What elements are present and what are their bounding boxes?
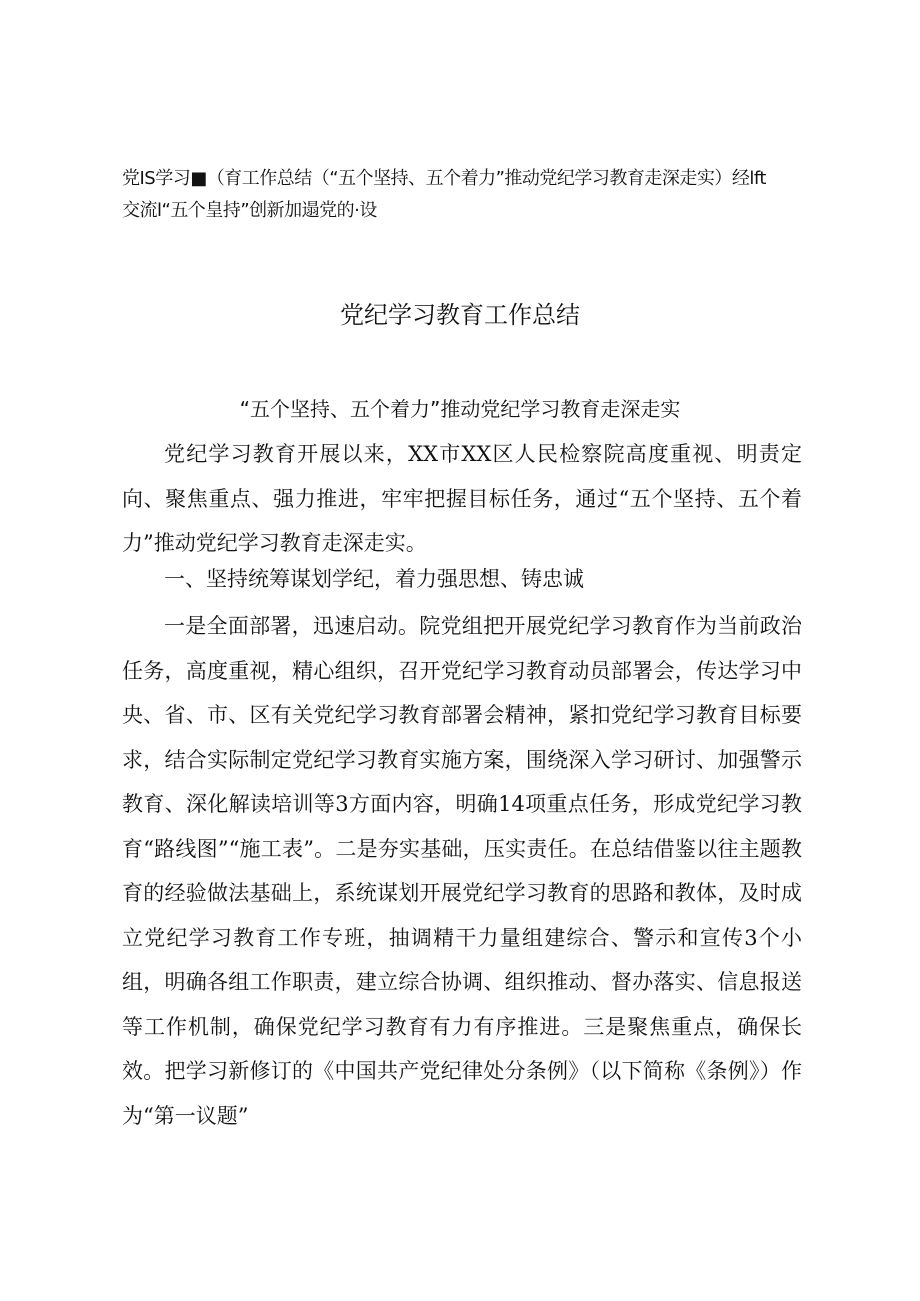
- header-line-1: 党IS学习■（育工作总结（“五个坚持、五个着力”推动党纪学习教育走深走实）经lft: [122, 168, 766, 189]
- section-1-body: [122, 604, 802, 1138]
- document-subtitle: “五个坚持、五个着力”推动党纪学习教育走深走实: [239, 397, 681, 421]
- header-line-2: 交流l“五个皇持”创新加遢党的·设: [122, 200, 377, 221]
- intro-paragraph: 党纪学习教育开展以来，XX市XX区人民检察院高度重视、明责定向、聚焦重点、强力推进，牢牢把握目标任务，通过“五个坚持、五个着力”推动党纪学习教育走深走实。: [122, 442, 802, 555]
- section-heading-1: 一、坚持统筹谋划学纪，着力强思想、铸忠诚: [164, 567, 584, 591]
- document-title: 党纪学习教育工作总结: [340, 301, 580, 329]
- section-1-paragraph: 一是全面部署，迅速启动。院党组把开展党纪学习教育作为当前政治任务，高度重视，精心组织，召开党纪学习教育动员部署会，传达学习中央、省、市、区有关党纪学习教育部署会精神，紧扣党纪学习教育目标要求，结合实际制定党纪学习教育实施方案，围绕深入学习研讨、加强警示教育、深化解读培训等3方面内容，明确14项重点任务，形成党纪学习教育“路线图”“施工表”。二是夯实基础，压实责任。在总结借鉴以往主题教育的经验做法基础上，系统谋划开展党纪学习教育的思路和教体，及时成立党纪学习教育工作专班，抽调精干力量组建综合、警示和宣传3个小组，明确各组工作职责，建立综合协调、组织推动、督办落实、信息报送等工作机制，确保党纪学习教育有力有序推进。三是聚焦重点，确保长效。把学习新修订的《中国共产党纪律处分条例》（以下简称《条例》）作为“第一议题”: [122, 614, 802, 1128]
- intro-block: [122, 432, 802, 566]
